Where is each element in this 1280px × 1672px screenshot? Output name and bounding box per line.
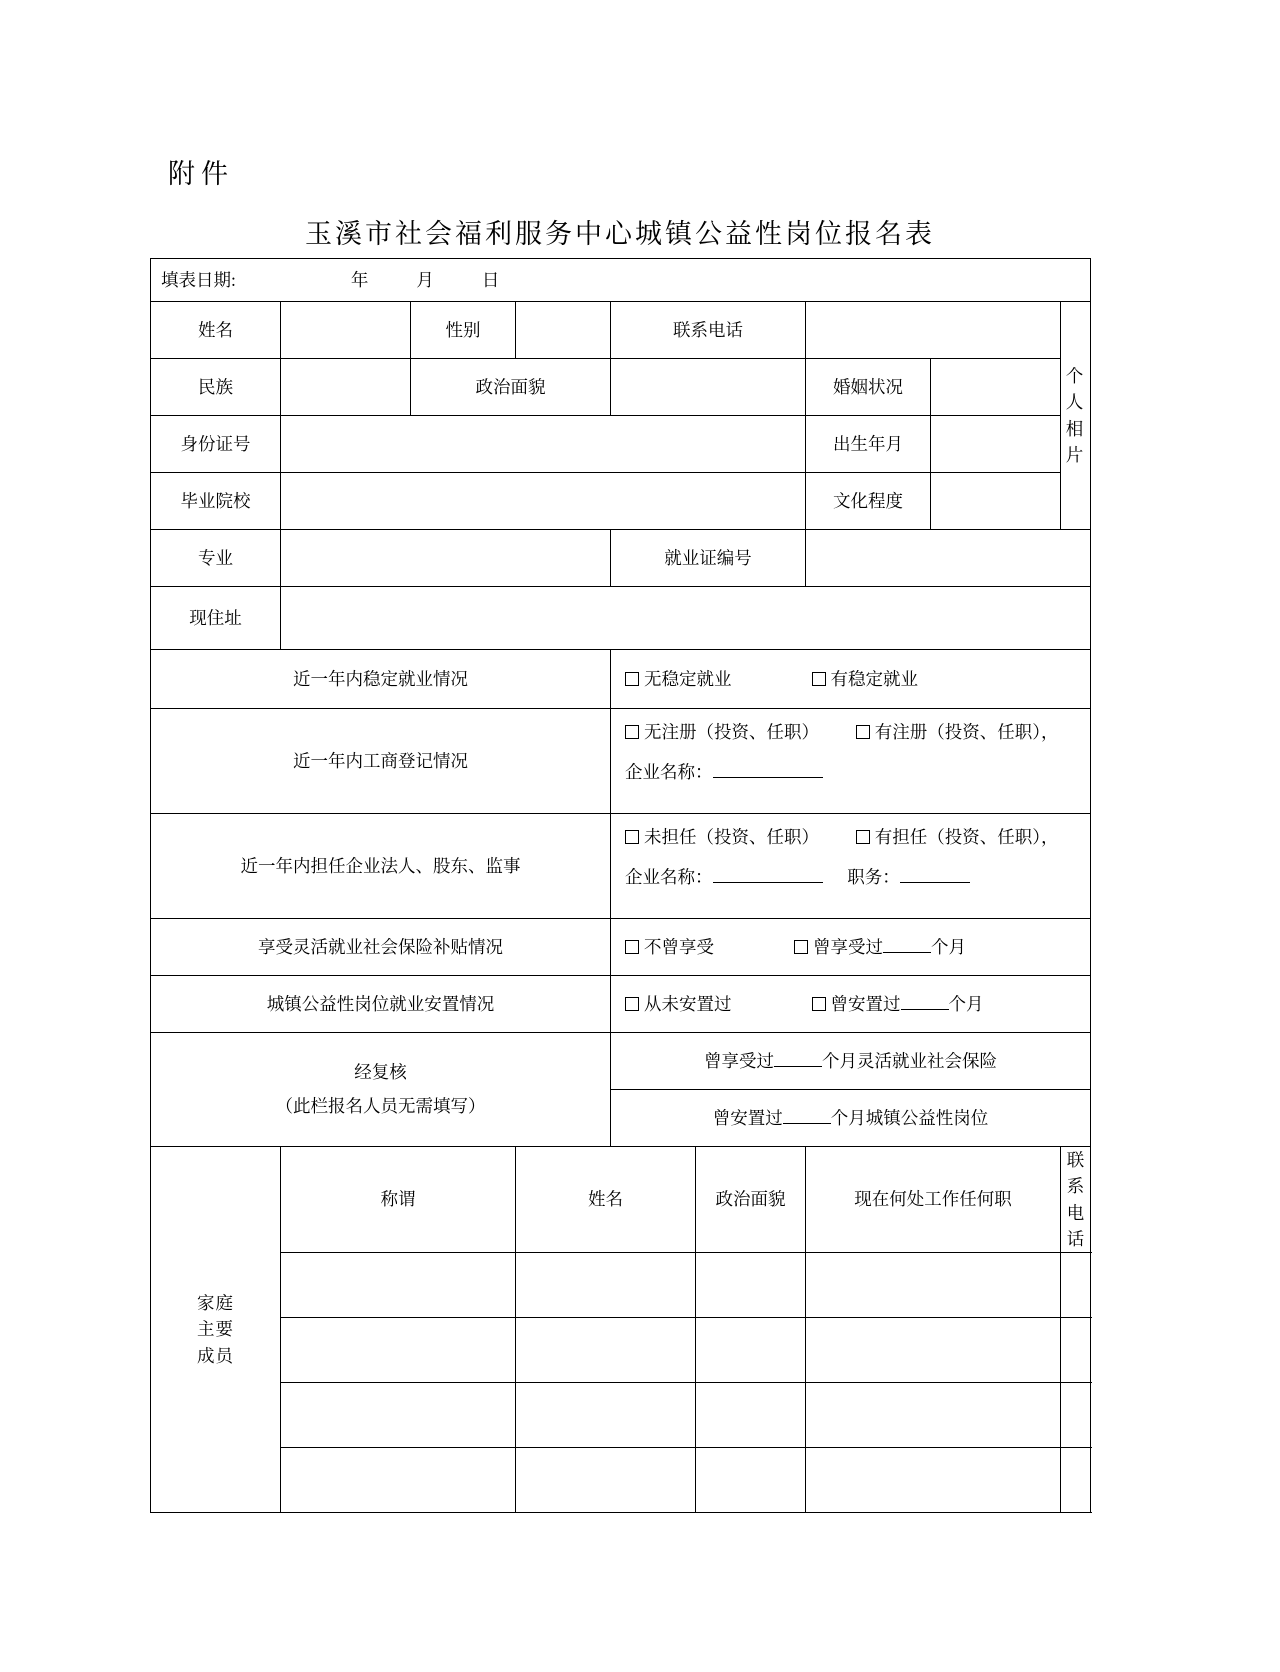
review-subsidy-prefix: 曾享受过 — [704, 1050, 775, 1071]
value-ethnicity[interactable] — [281, 359, 411, 416]
day-label: 日 — [481, 269, 500, 290]
family-cell-political-status[interactable] — [696, 1318, 806, 1383]
family-members-vertical-label — [151, 1147, 281, 1513]
page-title: 玉溪市社会福利服务中心城镇公益性岗位报名表 — [305, 219, 935, 249]
label-ethnicity: 民族 — [151, 359, 281, 416]
value-major[interactable] — [281, 530, 611, 587]
fill-date-row — [151, 259, 1091, 302]
checkbox-option-has-served[interactable] — [856, 824, 1059, 850]
attachment-label: 附件 — [168, 159, 234, 189]
registration-form-table — [150, 258, 1091, 1513]
value-current-address[interactable] — [281, 587, 1091, 650]
year-label: 年 — [350, 269, 369, 290]
label-id-number: 身份证号 — [151, 416, 281, 473]
label-flexible-subsidy: 享受灵活就业社会保险补贴情况 — [151, 919, 611, 976]
checkbox-icon[interactable] — [625, 940, 639, 954]
option-label: 有稳定就业 — [830, 668, 918, 689]
checkbox-option-received[interactable] — [794, 934, 966, 960]
review-label-line2: （此栏报名人员无需填写） — [275, 1095, 486, 1116]
label-major: 专业 — [151, 530, 281, 587]
checkbox-icon[interactable] — [625, 997, 639, 1011]
label-phone: 联系电话 — [611, 302, 806, 359]
position-input[interactable] — [900, 882, 970, 883]
label-corporate-roles: 近一年内担任企业法人、股东、监事 — [151, 814, 611, 919]
option-label: 曾享受过 — [813, 936, 883, 957]
label-gender: 性别 — [411, 302, 516, 359]
company-name-label: 企业名称： — [625, 762, 713, 783]
value-employment-cert-no[interactable] — [806, 530, 1091, 587]
month-label: 月 — [416, 269, 434, 290]
options-business-registration — [611, 709, 1091, 814]
family-cell-workplace[interactable] — [806, 1448, 1061, 1513]
review-label-cell — [151, 1033, 611, 1147]
value-graduation-school[interactable] — [281, 473, 806, 530]
family-header-name: 姓名 — [516, 1147, 696, 1253]
option-label: 未担任（投资、任职） — [644, 827, 819, 847]
photo-label-line1: 个 — [1065, 366, 1086, 386]
value-name[interactable] — [281, 302, 411, 359]
options-flexible-subsidy — [611, 919, 1091, 976]
months-unit-label: 个月 — [948, 993, 984, 1014]
family-cell-political-status[interactable] — [696, 1253, 806, 1318]
checkbox-option-never-received[interactable] — [625, 934, 714, 960]
option-label: 不曾享受 — [644, 936, 714, 957]
value-political-status[interactable] — [611, 359, 806, 416]
checkbox-icon[interactable] — [625, 725, 639, 739]
checkbox-icon[interactable] — [794, 940, 808, 954]
checkbox-icon[interactable] — [625, 672, 639, 686]
family-cell-political-status[interactable] — [696, 1448, 806, 1513]
company-name-label: 企业名称： — [625, 867, 713, 888]
family-label-line1: 家庭 — [197, 1293, 234, 1314]
photo-label-line2: 人 — [1065, 392, 1086, 413]
company-name-input[interactable] — [713, 777, 823, 778]
table-row — [151, 1318, 1091, 1383]
review-row-placement — [611, 1090, 1091, 1147]
label-business-registration: 近一年内工商登记情况 — [151, 709, 611, 814]
checkbox-icon[interactable] — [812, 997, 826, 1011]
label-education-level: 文化程度 — [806, 473, 931, 530]
family-cell-phone[interactable] — [1061, 1448, 1091, 1513]
option-label: 从未安置过 — [644, 993, 732, 1014]
family-cell-relation[interactable] — [281, 1318, 516, 1383]
option-label: 有担任（投资、任职）， — [874, 827, 1059, 847]
label-public-post-placement: 城镇公益性岗位就业安置情况 — [151, 976, 611, 1033]
review-placement-suffix: 个月城镇公益性岗位 — [830, 1107, 989, 1128]
value-id-number[interactable] — [281, 416, 806, 473]
checkbox-option-no-registration[interactable] — [625, 719, 819, 745]
months-input[interactable] — [901, 1009, 949, 1010]
family-label-line2: 主要 — [197, 1319, 234, 1340]
value-phone[interactable] — [806, 302, 1061, 359]
photo-label-line4: 片 — [1065, 444, 1086, 465]
family-cell-name[interactable] — [516, 1253, 696, 1318]
label-political-status: 政治面貌 — [411, 359, 611, 416]
option-label: 无注册（投资、任职） — [644, 722, 819, 742]
option-label: 无稳定就业 — [644, 668, 732, 689]
option-label: 曾安置过 — [830, 993, 901, 1014]
options-corporate-roles — [611, 814, 1091, 919]
label-marital-status: 婚姻状况 — [806, 359, 931, 416]
months-unit-label: 个月 — [931, 936, 966, 957]
family-cell-phone[interactable] — [1061, 1318, 1091, 1383]
family-cell-workplace[interactable] — [806, 1318, 1061, 1383]
review-row-subsidy — [611, 1033, 1091, 1090]
company-name-input[interactable] — [713, 882, 823, 883]
family-header-relation: 称谓 — [281, 1147, 516, 1253]
family-cell-workplace[interactable] — [806, 1383, 1061, 1448]
family-cell-relation[interactable] — [281, 1253, 516, 1318]
family-cell-workplace[interactable] — [806, 1253, 1061, 1318]
family-header-political-status: 政治面貌 — [696, 1147, 806, 1253]
label-graduation-school: 毕业院校 — [151, 473, 281, 530]
options-public-post-placement — [611, 976, 1091, 1033]
photo-placeholder — [1061, 302, 1091, 530]
checkbox-option-no-stable-employment[interactable] — [625, 666, 732, 692]
family-cell-phone[interactable] — [1061, 1383, 1091, 1448]
checkbox-option-placed[interactable] — [812, 991, 984, 1017]
checkbox-option-has-registration[interactable] — [856, 719, 1059, 745]
label-birth-date: 出生年月 — [806, 416, 931, 473]
position-label: 职务： — [847, 867, 900, 888]
checkbox-option-not-served[interactable] — [625, 824, 819, 850]
family-cell-name[interactable] — [516, 1318, 696, 1383]
family-cell-relation[interactable] — [281, 1448, 516, 1513]
table-row — [151, 1253, 1091, 1318]
family-cell-relation[interactable] — [281, 1383, 516, 1448]
family-label-line3: 成员 — [197, 1345, 234, 1366]
checkbox-icon[interactable] — [856, 830, 870, 844]
checkbox-icon[interactable] — [812, 672, 826, 686]
value-education-level[interactable] — [931, 473, 1061, 530]
checkbox-icon[interactable] — [856, 725, 870, 739]
label-employment-cert-no: 就业证编号 — [611, 530, 806, 587]
label-stable-employment: 近一年内稳定就业情况 — [151, 650, 611, 709]
options-stable-employment — [611, 650, 1091, 709]
review-placement-months-input[interactable] — [783, 1123, 831, 1124]
fill-date-label: 填表日期: — [161, 269, 236, 290]
value-birth-date[interactable] — [931, 416, 1061, 473]
review-subsidy-months-input[interactable] — [774, 1066, 822, 1067]
label-current-address: 现住址 — [151, 587, 281, 650]
months-input[interactable] — [883, 952, 931, 953]
checkbox-option-has-stable-employment[interactable] — [812, 666, 919, 692]
checkbox-option-never-placed[interactable] — [625, 991, 732, 1017]
family-header-phone: 联系电话 — [1061, 1147, 1091, 1253]
family-cell-name[interactable] — [516, 1448, 696, 1513]
photo-label-line3: 相 — [1065, 418, 1086, 439]
value-gender[interactable] — [516, 302, 611, 359]
label-name: 姓名 — [151, 302, 281, 359]
review-subsidy-suffix: 个月灵活就业社会保险 — [822, 1050, 998, 1071]
family-cell-phone[interactable] — [1061, 1253, 1091, 1318]
family-cell-political-status[interactable] — [696, 1383, 806, 1448]
review-placement-prefix: 曾安置过 — [712, 1107, 783, 1128]
family-header-workplace: 现在何处工作任何职 — [806, 1147, 1061, 1253]
table-row — [151, 1448, 1091, 1513]
family-cell-name[interactable] — [516, 1383, 696, 1448]
checkbox-icon[interactable] — [625, 830, 639, 844]
option-label: 有注册（投资、任职）， — [874, 722, 1059, 742]
value-marital-status[interactable] — [931, 359, 1061, 416]
review-label-line1: 经复核 — [354, 1062, 407, 1083]
table-row — [151, 1383, 1091, 1448]
